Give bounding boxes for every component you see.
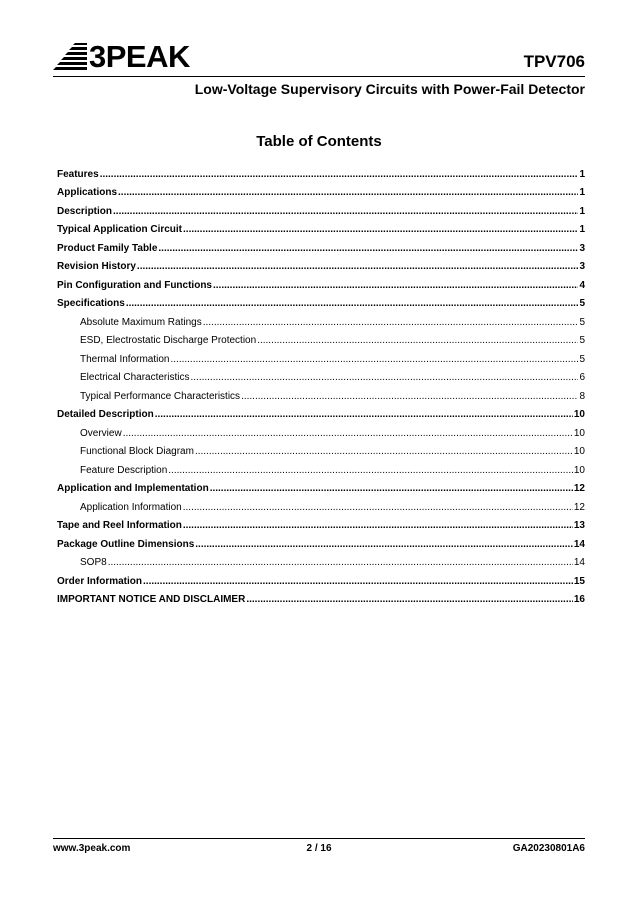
company-logo xyxy=(53,39,190,74)
toc-entry-label: Absolute Maximum Ratings xyxy=(80,316,202,328)
toc-entry[interactable] xyxy=(57,348,585,367)
toc-entry-page: 1 xyxy=(579,224,585,235)
toc-entry-page: 5 xyxy=(579,316,585,328)
logo-mark-icon xyxy=(53,43,87,71)
header-divider xyxy=(53,76,585,77)
toc-leader-dots xyxy=(100,168,579,182)
toc-entry-page: 10 xyxy=(573,464,585,476)
toc-entry-label: Electrical Characteristics xyxy=(80,372,190,383)
toc-entry[interactable] xyxy=(57,496,585,515)
footer-page-number: 2 / 16 xyxy=(306,843,332,854)
toc-leader-dots xyxy=(210,482,573,496)
toc-entry-page: 1 xyxy=(579,187,585,198)
toc-entry-page: 1 xyxy=(579,205,585,217)
toc-entry-page: 10 xyxy=(573,446,585,457)
toc-entry[interactable] xyxy=(57,459,585,478)
toc-entry[interactable] xyxy=(57,293,585,312)
toc-leader-dots xyxy=(213,279,578,293)
toc-title: Table of Contents xyxy=(256,133,382,150)
toc-entry[interactable] xyxy=(57,515,585,534)
table-of-contents xyxy=(57,163,585,607)
toc-entry[interactable] xyxy=(57,441,585,460)
toc-entry-label: Description xyxy=(57,205,113,217)
toc-entry-label: Detailed Description xyxy=(57,409,154,420)
toc-entry[interactable] xyxy=(57,200,585,219)
toc-entry[interactable] xyxy=(57,385,585,404)
toc-entry-label: Application Information xyxy=(80,501,182,513)
toc-leader-dots xyxy=(183,501,573,515)
toc-leader-dots xyxy=(155,408,573,422)
toc-entry[interactable] xyxy=(57,478,585,497)
toc-entry-label: Specifications xyxy=(57,298,125,309)
toc-entry-page: 10 xyxy=(573,409,585,420)
toc-entry[interactable] xyxy=(57,182,585,201)
toc-entry-label: Thermal Information xyxy=(80,353,170,365)
toc-entry-page: 5 xyxy=(579,335,585,346)
toc-entry-page: 1 xyxy=(579,168,585,180)
toc-entry[interactable] xyxy=(57,404,585,423)
toc-leader-dots xyxy=(108,556,573,570)
document-subtitle: Low-Voltage Supervisory Circuits with Power-Fail Detector xyxy=(194,81,585,97)
toc-entry-label: ESD, Electrostatic Discharge Protection xyxy=(80,335,257,346)
toc-entry-label: Applications xyxy=(57,187,118,198)
toc-entry[interactable] xyxy=(57,367,585,386)
toc-entry-page: 16 xyxy=(573,594,585,605)
toc-leader-dots xyxy=(137,260,579,274)
toc-entry-page: 12 xyxy=(573,483,585,494)
toc-entry-label: Typical Application Circuit xyxy=(57,224,183,235)
toc-entry-label: Functional Block Diagram xyxy=(80,446,194,457)
toc-entry-label: Pin Configuration and Functions xyxy=(57,279,212,291)
toc-entry-page: 13 xyxy=(573,520,585,531)
toc-leader-dots xyxy=(170,353,578,367)
toc-leader-dots xyxy=(183,223,578,237)
toc-entry-label: IMPORTANT NOTICE AND DISCLAIMER xyxy=(57,594,246,605)
toc-entry-label: Feature Description xyxy=(80,464,168,476)
toc-entry-page: 14 xyxy=(573,538,585,550)
toc-leader-dots xyxy=(190,371,578,385)
toc-entry-label: Tape and Reel Information xyxy=(57,520,182,531)
toc-entry[interactable] xyxy=(57,237,585,256)
toc-leader-dots xyxy=(241,390,578,404)
toc-entry[interactable] xyxy=(57,311,585,330)
toc-entry-label: Overview xyxy=(80,427,122,439)
toc-entry[interactable] xyxy=(57,589,585,608)
toc-entry-page: 4 xyxy=(579,279,585,291)
toc-entry[interactable] xyxy=(57,422,585,441)
toc-entry-page: 12 xyxy=(573,501,585,513)
toc-entry[interactable] xyxy=(57,570,585,589)
toc-entry-label: Typical Performance Characteristics xyxy=(80,390,241,402)
toc-entry-page: 8 xyxy=(579,390,585,402)
toc-entry[interactable] xyxy=(57,256,585,275)
toc-leader-dots xyxy=(168,464,573,478)
toc-leader-dots xyxy=(246,593,573,607)
toc-entry-page: 14 xyxy=(573,557,585,568)
logo-text: 3PEAK xyxy=(89,39,190,74)
toc-entry-label: Revision History xyxy=(57,261,136,272)
toc-entry-page: 5 xyxy=(579,298,585,309)
toc-leader-dots xyxy=(195,538,573,552)
toc-entry[interactable] xyxy=(57,219,585,238)
toc-entry[interactable] xyxy=(57,163,585,182)
footer-divider xyxy=(53,838,585,839)
toc-entry-label: Features xyxy=(57,168,99,180)
toc-leader-dots xyxy=(118,186,578,200)
toc-entry[interactable] xyxy=(57,330,585,349)
toc-leader-dots xyxy=(195,445,573,459)
part-number: TPV706 xyxy=(523,52,585,71)
toc-entry-page: 10 xyxy=(573,427,585,439)
toc-entry[interactable] xyxy=(57,533,585,552)
toc-entry-page: 15 xyxy=(573,575,585,587)
toc-entry-label: Application and Implementation xyxy=(57,483,209,494)
toc-entry-page: 3 xyxy=(579,261,585,272)
toc-leader-dots xyxy=(113,205,578,219)
toc-entry-label: Package Outline Dimensions xyxy=(57,538,195,550)
toc-leader-dots xyxy=(203,316,579,330)
toc-entry-label: Order Information xyxy=(57,575,143,587)
toc-entry-label: Product Family Table xyxy=(57,242,158,254)
toc-leader-dots xyxy=(257,334,578,348)
toc-entry-label: SOP8 xyxy=(80,557,107,568)
toc-entry[interactable] xyxy=(57,552,585,571)
toc-entry[interactable] xyxy=(57,274,585,293)
toc-entry-page: 6 xyxy=(579,372,585,383)
footer-website-link[interactable]: www.3peak.com xyxy=(53,843,131,854)
toc-entry-page: 3 xyxy=(579,242,585,254)
toc-leader-dots xyxy=(158,242,578,256)
toc-leader-dots xyxy=(143,575,573,589)
toc-entry-page: 5 xyxy=(579,353,585,365)
toc-leader-dots xyxy=(183,519,573,533)
toc-leader-dots xyxy=(123,427,573,441)
toc-leader-dots xyxy=(126,297,579,311)
footer-doc-code: GA20230801A6 xyxy=(512,843,585,854)
